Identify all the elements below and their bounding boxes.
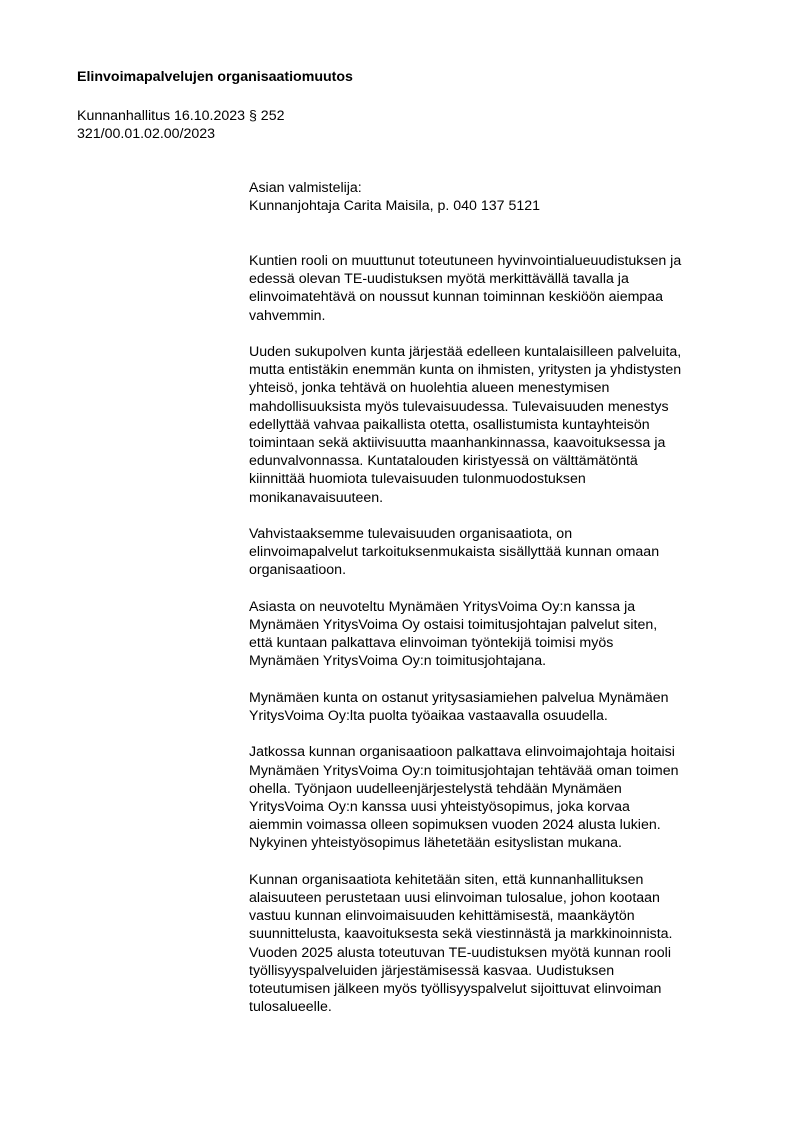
paragraph-line: Asiasta on neuvoteltu Mynämäen YritysVoima Oy:n kanssa ja: [249, 598, 636, 615]
case-number: 321/00.01.02.00/2023: [77, 126, 216, 143]
paragraph-line: Mynämäen YritysVoima Oy:n toimitusjohtajan tehtävää oman toimen: [249, 762, 679, 779]
meeting-info: Kunnanhallitus 16.10.2023 § 252: [77, 108, 285, 124]
paragraph-line: Jatkossa kunnan organisaatioon palkattava elinvoimajohtaja hoitaisi: [249, 744, 675, 761]
paragraph-line: alaisuuteen perustetaan uusi elinvoiman tulosalue, johon kootaan: [249, 890, 660, 907]
paragraph-line: työllisyyspalveluiden järjestämisessä kasvaa. Uudistuksen: [249, 962, 615, 979]
paragraph-line: YritysVoima Oy:lta puolta työaikaa vastaavalla osuudella.: [249, 708, 608, 725]
paragraph-line: Uuden sukupolven kunta järjestää edelleen kuntalaisilleen palveluita,: [249, 344, 682, 360]
paragraph-line: Kuntien rooli on muuttunut toteutuneen hyvinvointialueuudistuksen ja: [249, 253, 682, 269]
preparer-label: Asian valmistelija:: [249, 180, 362, 196]
paragraph-line: ohella. Työnjaon uudelleenjärjestelystä tehdään Mynämäen: [249, 780, 622, 797]
paragraph-line: Mynämäen kunta on ostanut yritysasiamiehen palvelua Mynämäen: [249, 689, 669, 706]
paragraph-line: tulosalueelle.: [249, 999, 332, 1016]
paragraph: [249, 743, 740, 852]
paragraph-line: monikanavaisuuteen.: [249, 489, 384, 506]
paragraph-line: Mynämäen YritysVoima Oy ostaisi toimitusjohtajan palvelut siten,: [249, 617, 658, 634]
paragraph-line: Kunnan organisaatiota kehitetään siten, että kunnanhallituksen: [249, 871, 644, 888]
paragraph-line: edunvalvonnassa. Kuntatalouden kiristyessä on välttämätöntä: [249, 453, 638, 470]
paragraph-line: YritysVoima Oy:n kanssa uusi yhteistyösopimus, joka korvaa: [249, 799, 630, 816]
document-title: Elinvoimapalvelujen organisaatiomuutos: [77, 69, 353, 85]
paragraph: [249, 343, 740, 507]
paragraph-line: suunnittelusta, kaavoituksesta sekä viestinnästä ja markkinoinnista.: [249, 926, 673, 943]
paragraph: [249, 598, 740, 671]
paragraph: [249, 871, 740, 1017]
paragraph: [249, 689, 740, 725]
paragraph-line: Nykyinen yhteistyösopimus lähetetään esityslistan mukana.: [249, 835, 623, 852]
paragraph-line: edellyttää vahvaa paikallista otetta, osallistumista kuntayhteisön: [249, 416, 650, 433]
paragraph-line: kiinnittää huomiota tulevaisuuden tulonmuodostuksen: [249, 471, 586, 488]
meeting-reference: [77, 107, 284, 143]
paragraph-line: aiemmin voimassa olleen sopimuksen vuoden 2024 alusta lukien.: [249, 817, 661, 834]
paragraph-line: mahdollisuuksista myös tulevaisuudessa. Tulevaisuuden menestys: [249, 398, 669, 415]
paragraph-line: vahvemmin.: [249, 307, 326, 324]
paragraph-line: vastuu kunnan elinvoimaisuuden kehittämisestä, maankäytön: [249, 908, 635, 925]
paragraph-line: organisaatioon.: [249, 562, 347, 579]
paragraph-line: toteutumisen jälkeen myös työllisyyspalvelut sijoittuvat elinvoiman: [249, 981, 662, 998]
preparer-person: Kunnanjohtaja Carita Maisila, p. 040 137 5121: [249, 198, 541, 215]
paragraph-line: Vahvistaaksemme tulevaisuuden organisaatiota, on: [249, 526, 573, 543]
body-text: [249, 252, 740, 1035]
paragraph: [249, 525, 740, 580]
paragraph-line: elinvoimapalvelut tarkoituksenmukaista sisällyttää kunnan omaan: [249, 544, 660, 561]
paragraph-line: yhteisö, jonka tehtävä on huolehtia alueen menestymisen: [249, 380, 610, 397]
paragraph: [249, 252, 740, 325]
paragraph-line: edessä olevan TE-uudistuksen myötä merkittävällä tavalla ja: [249, 271, 629, 288]
paragraph-line: että kuntaan palkattava elinvoiman työntekijä toimisi myös: [249, 635, 614, 652]
paragraph-line: mutta entistäkin enemmän kunta on ihmisten, yritysten ja yhdistysten: [249, 362, 682, 379]
paragraph-line: Vuoden 2025 alusta toteutuvan TE-uudistuksen myötä kunnan rooli: [249, 944, 671, 961]
paragraph-line: toimintaan sekä aktiivisuutta maanhankinnassa, kaavoituksessa ja: [249, 435, 666, 452]
preparer-block: [249, 179, 540, 215]
paragraph-line: elinvoimatehtävä on noussut kunnan toiminnan keskiöön aiempaa: [249, 289, 664, 306]
paragraph-line: Mynämäen YritysVoima Oy:n toimitusjohtajana.: [249, 653, 547, 670]
